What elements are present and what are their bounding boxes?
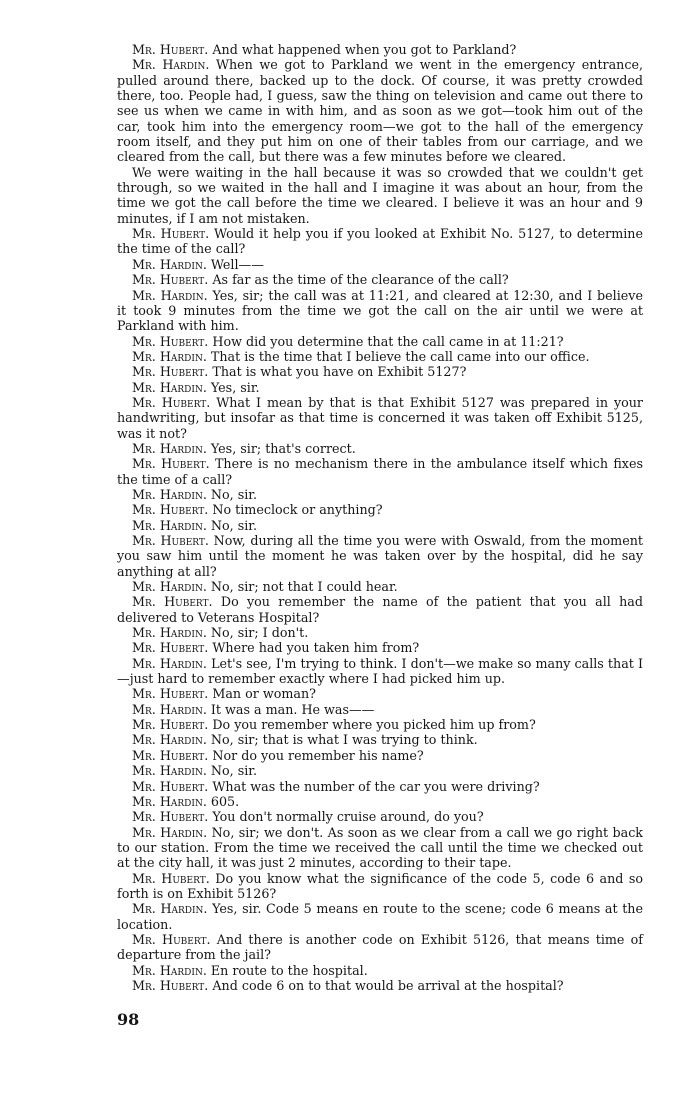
testimony-paragraph xyxy=(117,334,643,349)
paragraph-text: When we got to Parkland we went in the emergency entrance, pulled around there, backed up to the dock. Of course, it was pretty crowded there, too. People had, I guess, saw the thing on television and came out there to see us when we came in with him, and as soon as we got—took him out of the car, took him into the emergency room—we got to the hall of the emergency room itself, and they put him on one of their tables from our carriage, and we cleared from the call, but there was a few minutes before we cleared. xyxy=(117,57,643,165)
testimony-paragraph xyxy=(117,748,643,763)
testimony-paragraph xyxy=(117,732,643,747)
speaker-name: Mr. Hubert. xyxy=(132,456,210,472)
testimony-paragraph xyxy=(117,395,643,441)
paragraph-text: Yes, sir. Code 5 means en route to the scene; code 6 means at the location. xyxy=(117,901,643,932)
testimony-paragraph xyxy=(117,625,643,640)
speaker-name: Mr. Hardin. xyxy=(132,732,207,748)
testimony-paragraph xyxy=(117,963,643,978)
speaker-name: Mr. Hubert. xyxy=(132,42,209,57)
testimony-paragraph xyxy=(117,288,643,334)
testimony-paragraph xyxy=(117,272,643,287)
testimony-paragraph xyxy=(117,640,643,655)
paragraph-text: You don't normally cruise around, do you? xyxy=(212,809,484,825)
speaker-name: Mr. Hardin. xyxy=(132,517,207,533)
paragraph-text: What was the number of the car you were driving? xyxy=(212,778,540,794)
paragraph-text: 605. xyxy=(210,793,240,809)
testimony-paragraph xyxy=(117,594,643,625)
paragraph-text: Nor do you remember his name? xyxy=(212,747,424,763)
paragraph-text: Yes, sir; the call was at 11:21, and cleared at 12:30, and I believe it took 9 minutes from the time we got the call on the air until we were at Parkland with him. xyxy=(117,287,643,334)
speaker-name: Mr. Hubert. xyxy=(132,870,210,886)
paragraph-text: Yes, sir; that's correct. xyxy=(210,440,356,456)
speaker-name: Mr. Hardin. xyxy=(132,901,208,917)
speaker-name: Mr. Hardin. xyxy=(132,824,208,840)
speaker-name: Mr. Hardin. xyxy=(132,440,207,456)
speaker-name: Mr. Hubert. xyxy=(132,747,209,763)
paragraph-text: That is the time that I believe the call came into our office. xyxy=(210,348,590,364)
testimony-paragraph xyxy=(117,165,643,226)
testimony-paragraph xyxy=(117,533,643,579)
paragraph-text: And what happened when you got to Parkland? xyxy=(212,42,517,57)
paragraph-text: No, sir; I don't. xyxy=(210,625,309,641)
paragraph-text: What I mean by that is that Exhibit 5127 was prepared in your handwriting, but insofar as that time is concerned it was taken off Exhibit 5125, was it not? xyxy=(117,394,643,441)
paragraph-text: Would it help you if you looked at Exhibit No. 5127, to determine the time of the call? xyxy=(117,226,643,257)
speaker-name: Mr. Hardin. xyxy=(132,701,207,717)
paragraph-text: Let's see, I'm trying to think. I don't—we make so many calls that I—just hard to remember exactly where I had picked him up. xyxy=(117,655,643,687)
paragraph-text: We were waiting in the hall because it was so crowded that we couldn't get through, so we waited in the hall and I imagine it was about an hour, from the time we got the call before the time we cleared. I believe it was an hour and 9 minutes, if I am not mistaken. xyxy=(117,164,643,226)
testimony-paragraph xyxy=(117,901,643,932)
paragraph-text: Yes, sir. xyxy=(210,379,260,395)
speaker-name: Mr. Hubert. xyxy=(132,809,209,825)
testimony-paragraph xyxy=(117,825,643,871)
testimony-paragraph xyxy=(117,579,643,594)
speaker-name: Mr. Hubert. xyxy=(132,778,209,794)
speaker-name: Mr. Hubert. xyxy=(132,640,209,656)
testimony-paragraph xyxy=(117,763,643,778)
paragraph-text: Well—— xyxy=(210,256,264,272)
speaker-name: Mr. Hardin. xyxy=(132,655,207,671)
paragraph-text: And code 6 on to that would be arrival at the hospital? xyxy=(212,977,564,993)
speaker-name: Mr. Hubert. xyxy=(132,502,209,518)
testimony-paragraph xyxy=(117,978,643,993)
speaker-name: Mr. Hardin. xyxy=(132,256,207,272)
testimony-paragraph xyxy=(117,441,643,456)
paragraph-text: En route to the hospital. xyxy=(210,962,368,978)
speaker-name: Mr. Hardin. xyxy=(132,57,210,73)
testimony-paragraph xyxy=(117,779,643,794)
speaker-name: Mr. Hubert. xyxy=(132,977,209,993)
speaker-name: Mr. Hubert. xyxy=(132,394,211,410)
paragraph-text: No, sir. xyxy=(210,486,257,502)
paragraph-text: No, sir; that is what I was trying to think. xyxy=(210,732,478,748)
testimony-paragraph xyxy=(117,871,643,902)
speaker-name: Mr. Hardin. xyxy=(132,579,207,595)
testimony-paragraph xyxy=(117,57,643,164)
speaker-name: Mr. Hubert. xyxy=(132,226,210,242)
testimony-paragraph xyxy=(117,226,643,257)
speaker-name: Mr. Hubert. xyxy=(132,333,209,349)
testimony-paragraph xyxy=(117,456,643,487)
speaker-name: Mr. Hubert. xyxy=(132,594,213,610)
paragraph-text: Do you know what the significance of the code 5, code 6 and so forth is on Exhibit 5126? xyxy=(117,870,643,901)
speaker-name: Mr. Hardin. xyxy=(132,486,207,502)
paragraph-text: And there is another code on Exhibit 5126, that means time of departure from the jail? xyxy=(117,931,643,963)
speaker-name: Mr. Hubert. xyxy=(132,686,209,702)
paragraph-text: That is what you have on Exhibit 5127? xyxy=(212,364,467,380)
testimony-paragraph xyxy=(117,257,643,272)
testimony-paragraph xyxy=(117,686,643,701)
testimony-paragraph xyxy=(117,656,643,687)
speaker-name: Mr. Hardin. xyxy=(132,287,208,303)
testimony-paragraph xyxy=(117,364,643,379)
testimony-paragraph xyxy=(117,794,643,809)
paragraph-text: No, sir; we don't. As soon as we clear from a call we go right back to our station. From the time we received the call until the time we checked out at the city hall, it was just 2 minutes, according to their tape. xyxy=(117,824,643,871)
testimony-paragraph xyxy=(117,518,643,533)
speaker-name: Mr. Hubert. xyxy=(132,931,211,947)
speaker-name: Mr. Hardin. xyxy=(132,379,207,395)
testimony-paragraph xyxy=(117,502,643,517)
paragraph-text: Man or woman? xyxy=(212,686,316,702)
speaker-name: Mr. Hardin. xyxy=(132,763,207,779)
speaker-name: Mr. Hardin. xyxy=(132,962,207,978)
paragraph-text: No, sir. xyxy=(210,517,257,533)
speaker-name: Mr. Hubert. xyxy=(132,717,209,733)
testimony-paragraph xyxy=(117,42,643,57)
paragraph-text: No, sir. xyxy=(210,763,257,779)
testimony-paragraph xyxy=(117,702,643,717)
paragraph-text: Do you remember where you picked him up from? xyxy=(212,717,536,733)
paragraph-text: As far as the time of the clearance of the call? xyxy=(212,272,509,288)
paragraph-text: Do you remember the name of the patient that you all had delivered to Veterans Hospital? xyxy=(117,594,643,625)
page-number: 98 xyxy=(117,1010,140,1029)
paragraph-text: It was a man. He was—— xyxy=(210,701,375,717)
testimony-paragraph xyxy=(117,932,643,963)
paragraph-text: Where had you taken him from? xyxy=(212,640,420,656)
testimony-text xyxy=(117,42,643,993)
speaker-name: Mr. Hardin. xyxy=(132,625,207,641)
paragraph-text: Now, during all the time you were with Oswald, from the moment you saw him until the moment he was taken over by the hospital, did he say anything at all? xyxy=(117,533,643,579)
testimony-paragraph xyxy=(117,717,643,732)
testimony-paragraph xyxy=(117,487,643,502)
speaker-name: Mr. Hubert. xyxy=(132,364,209,380)
paragraph-text: How did you determine that the call came in at 11:21? xyxy=(212,333,564,349)
speaker-name: Mr. Hardin. xyxy=(132,348,207,364)
speaker-name: Mr. Hubert. xyxy=(132,533,209,548)
paragraph-text: No, sir; not that I could hear. xyxy=(210,579,398,595)
speaker-name: Mr. Hardin. xyxy=(132,793,207,809)
testimony-paragraph xyxy=(117,380,643,395)
speaker-name: Mr. Hubert. xyxy=(132,272,209,288)
paragraph-text: There is no mechanism there in the ambulance itself which fixes the time of a call? xyxy=(117,456,643,487)
paragraph-text: No timeclock or anything? xyxy=(212,502,383,518)
testimony-paragraph xyxy=(117,809,643,824)
testimony-paragraph xyxy=(117,349,643,364)
